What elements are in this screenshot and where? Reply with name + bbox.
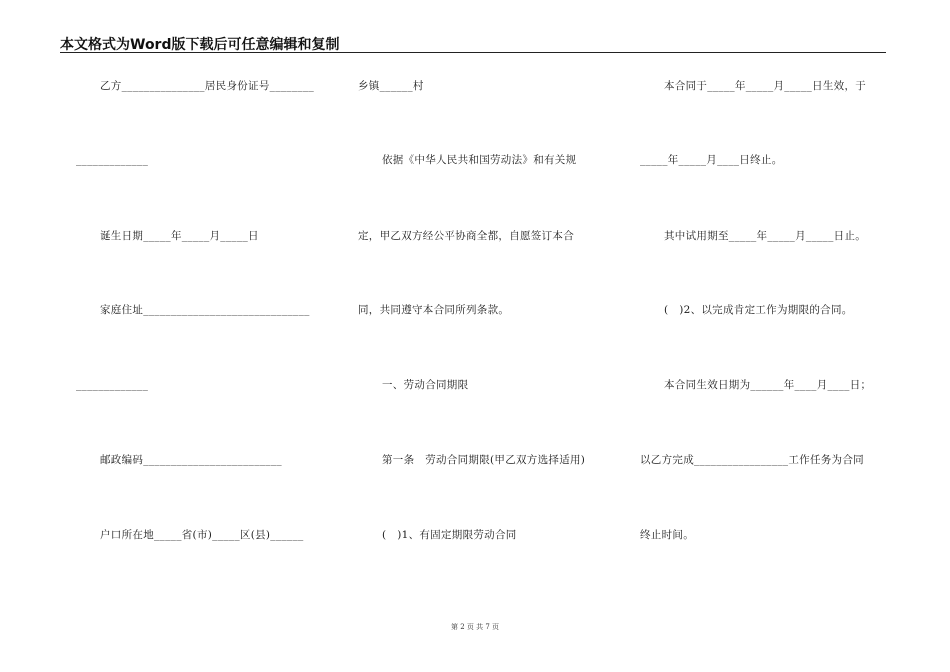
left-line-6: 邮政编码_________________________ [100, 454, 282, 466]
right-line-6: 以乙方完成_________________工作任务为合同 [640, 454, 864, 466]
middle-line-5: 一、劳动合同期限 [382, 379, 469, 391]
document-header-title: 本文格式为Word版下载后可任意编辑和复制 [60, 37, 340, 53]
right-line-3: 其中试用期至_____年_____月_____日止。 [664, 230, 867, 242]
middle-line-3: 定，甲乙双方经公平协商全都，自愿签订本合 [358, 230, 574, 242]
left-line-5: _____________ [76, 379, 149, 391]
middle-line-6: 第一条 劳动合同期限(甲乙双方选择适用) [382, 454, 586, 466]
middle-line-2: 依据《中华人民共和国劳动法》和有关规 [382, 154, 577, 166]
left-line-4: 家庭住址______________________________ [100, 304, 310, 316]
middle-line-1: 乡镇______村 [358, 80, 424, 92]
middle-line-4: 同，共同遵守本合同所列条款。 [358, 304, 510, 316]
right-line-2: _____年_____月____日终止。 [640, 154, 783, 166]
right-line-1: 本合同于_____年_____月_____日生效，于 [664, 80, 867, 92]
left-line-2: _____________ [76, 154, 149, 166]
right-line-7: 终止时间。 [640, 529, 694, 541]
left-line-1: 乙方_______________居民身份证号________ [100, 80, 315, 92]
right-line-4: ( )2、以完成肯定工作为期限的合同。 [664, 304, 853, 316]
header-divider [60, 52, 886, 53]
right-line-5: 本合同生效日期为______年____月____日； [664, 379, 872, 391]
middle-line-7: ( )1、有固定期限劳动合同 [382, 529, 517, 541]
left-line-3: 诞生日期_____年_____月_____日 [100, 230, 259, 242]
page-number-footer: 第 2 页 共 7 页 [450, 623, 500, 631]
left-line-7: 户口所在地_____省(市)_____区(县)______ [100, 529, 304, 541]
